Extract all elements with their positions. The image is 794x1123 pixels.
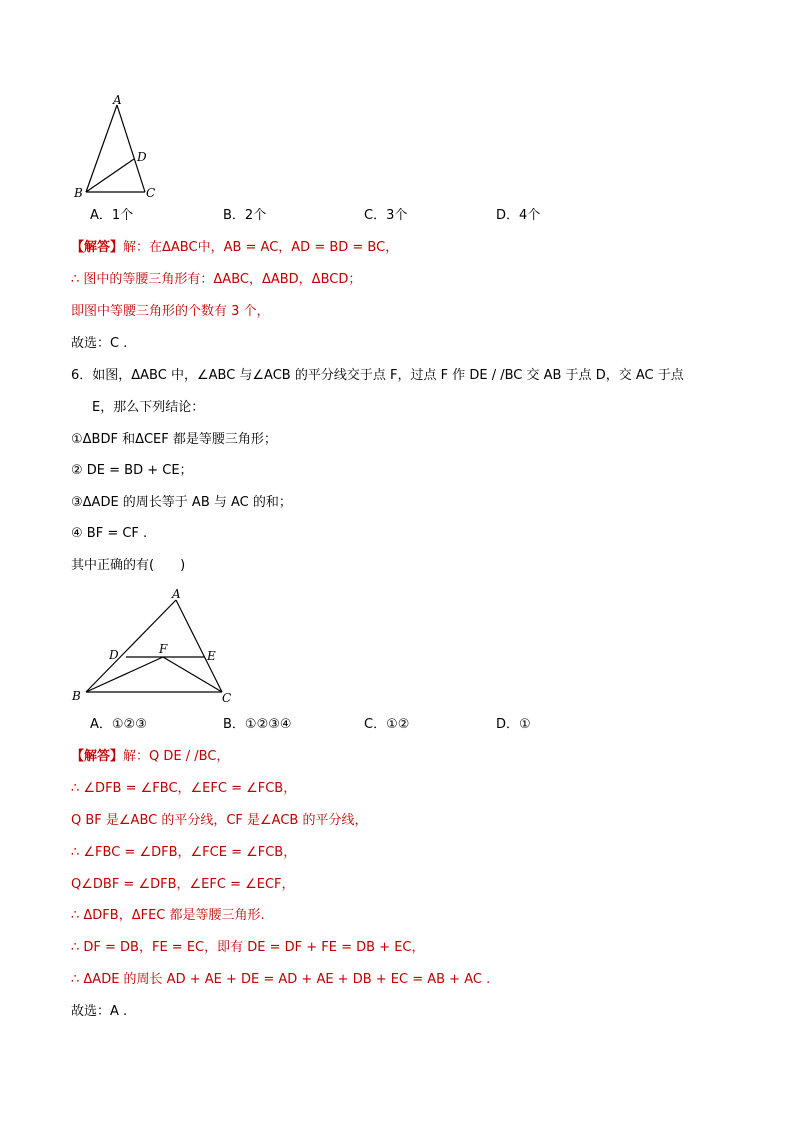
- q6-stem-line-2: E，那么下列结论：: [92, 400, 205, 415]
- q6-label-c: C: [222, 691, 232, 705]
- q5-option-a: A．1个: [90, 208, 134, 223]
- q6-solution-tag: 【解答】: [71, 749, 124, 764]
- q6-label-b: B: [72, 689, 81, 703]
- q6-solution-text-1: 解：Q DE / /BC，: [123, 749, 230, 764]
- q6-solution-line-8: ∴ ΔADE 的周长 AD + AE + DE = AD + AE + DB + EC = AB + AC .: [71, 972, 491, 987]
- q6-label-d: D: [109, 648, 119, 662]
- q6-solution-line-4: ∴ ∠FBC = ∠DFB，∠FCE = ∠FCB，: [71, 845, 297, 860]
- q6-segment-bf: [86, 657, 163, 692]
- q6-option-b: B．①②③④: [223, 717, 292, 732]
- q5-label-a: A: [113, 93, 122, 107]
- q5-option-c: C．3个: [364, 208, 408, 223]
- q6-solution-line-1: [71, 748, 229, 766]
- q6-triangle-diagram: [65, 584, 245, 708]
- q5-option-b: B．2个: [223, 208, 267, 223]
- q5-solution-text-1: 解：在ΔABC中，AB = AC，AD = BD = BC，: [123, 240, 399, 255]
- q5-label-d: D: [137, 150, 147, 164]
- q5-side-ac: [117, 105, 145, 192]
- q5-solution-line-2: ∴ 图中的等腰三角形有：ΔABC，ΔABD，ΔBCD；: [71, 272, 362, 287]
- q6-question-prompt: 其中正确的有( ): [71, 558, 186, 573]
- q5-option-d: D．4个: [496, 208, 541, 223]
- q5-solution-line-4: 故选：C .: [71, 336, 128, 351]
- q6-label-a: A: [172, 587, 181, 601]
- q5-label-b: B: [74, 186, 83, 200]
- q5-solution-tag: 【解答】: [71, 240, 124, 255]
- q6-solution-line-7: ∴ DF = DB，FE = EC，即有 DE = DF + FE = DB + EC，: [71, 940, 425, 955]
- q5-segment-bd: [86, 159, 134, 192]
- q6-option-d: D．①: [496, 717, 531, 732]
- q6-option-c: C．①②: [364, 717, 410, 732]
- q6-solution-line-9: 故选：A .: [71, 1004, 128, 1019]
- q5-label-c: C: [146, 186, 156, 200]
- q6-conclusion-2: ② DE = BD + CE；: [71, 463, 193, 478]
- q5-solution-line-3: 即图中等腰三角形的个数有 3 个，: [71, 304, 270, 319]
- q6-label-f: F: [159, 642, 168, 656]
- q6-solution-line-3: Q BF 是∠ABC 的平分线，CF 是∠ACB 的平分线，: [71, 813, 368, 828]
- q6-conclusion-4: ④ BF = CF .: [71, 526, 148, 541]
- q6-conclusion-3: ③ΔADE 的周长等于 AB 与 AC 的和；: [71, 495, 292, 510]
- q6-conclusion-1: ①ΔBDF 和ΔCEF 都是等腰三角形；: [71, 432, 277, 447]
- q6-label-e: E: [207, 649, 216, 663]
- q5-side-ab: [86, 105, 117, 192]
- q6-solution-line-6: ∴ ΔDFB，ΔFEC 都是等腰三角形.: [71, 908, 265, 923]
- q6-solution-line-2: ∴ ∠DFB = ∠FBC，∠EFC = ∠FCB，: [71, 781, 297, 796]
- q6-option-a: A．①②③: [90, 717, 147, 732]
- q6-stem-line-1: 6．如图，ΔABC 中，∠ABC 与∠ACB 的平分线交于点 F，过点 F 作 DE / /BC 交 AB 于点 D，交 AC 于点: [71, 368, 684, 383]
- q6-solution-line-5: Q∠DBF = ∠DFB，∠EFC = ∠ECF，: [71, 877, 295, 892]
- q5-solution-line-1: [71, 239, 398, 257]
- q5-triangle-diagram: [70, 92, 170, 204]
